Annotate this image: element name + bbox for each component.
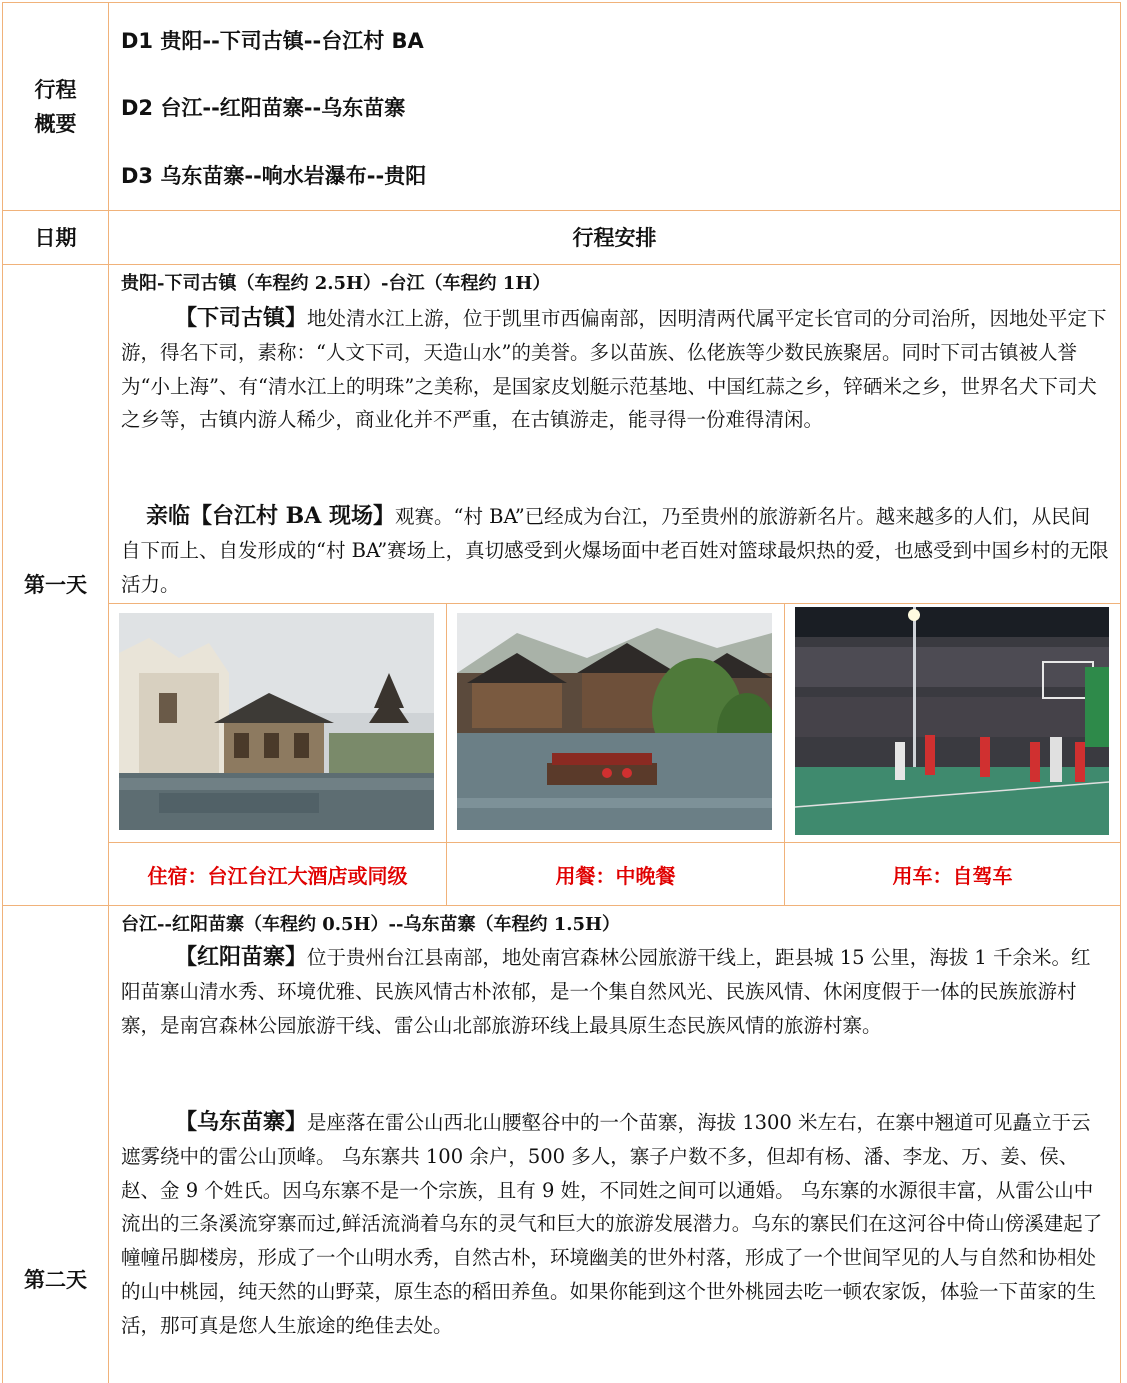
village-basketball-photo	[795, 607, 1109, 835]
day2-p1-text: 位于贵州台江县南部，地处南宫森林公园旅游干线上，距县城 15 公里，海拔 1 千余米。红阳苗寨山清水秀、环境优雅、民族风情古朴浓郁，是一个集自然风光、民族风情、休闲度假于一体的民族旅游村寨，是南宫森林公园旅游干线、雷公山北部旅游环线上最具原生态民族风情的旅游村寨。	[121, 946, 1091, 1037]
day1-route: 贵阳-下司古镇（车程约 2.5H）-台江（车程约 1H）	[121, 273, 551, 294]
day1-content-cell	[108, 264, 1121, 604]
day1-paragraph-1	[121, 302, 1109, 437]
date-header: 日期	[34, 225, 77, 250]
day2-p2-title: 【乌东苗寨】	[175, 1109, 308, 1135]
day1-paragraph-2	[121, 500, 1109, 601]
day2-paragraph-2	[121, 1106, 1109, 1343]
photo-cell-1	[108, 603, 447, 843]
day1-p1-title: 【下司古镇】	[175, 305, 308, 331]
overview-line-d2: D2 台江--红阳苗寨--乌东苗寨	[121, 96, 406, 120]
day2-label: 第二天	[24, 1267, 87, 1292]
overview-line-d1: D1 贵阳--下司古镇--台江村 BA	[121, 29, 424, 53]
day2-route: 台江--红阳苗寨（车程约 0.5H）--乌东苗寨（车程约 1.5H）	[121, 914, 621, 935]
overview-content-cell	[108, 2, 1121, 211]
day1-p2-title: 亲临【台江村 BA 现场】	[146, 503, 395, 529]
day1-p2-text: 观赛。“村 BA”已经成为台江，乃至贵州的旅游新名片。越来越多的人们，从民间自下而上、自发形成的“村 BA”赛场上，真切感受到火爆场面中老百姓对篮球最炽热的爱，也感受到中国乡村的无限活力。	[121, 505, 1109, 596]
date-header-cell	[2, 210, 109, 265]
overview-label: 行程 概要	[34, 77, 77, 136]
day2-p1-title: 【红阳苗寨】	[175, 944, 308, 970]
day1-label: 第一天	[24, 573, 87, 597]
meals-info: 用餐：中晚餐	[555, 863, 676, 888]
schedule-header: 行程安排	[572, 225, 657, 250]
overview-label-cell	[2, 2, 109, 211]
day2-paragraph-1	[121, 941, 1109, 1042]
miao-village-photo	[457, 613, 772, 830]
transport-info: 用车：自驾车	[892, 863, 1013, 888]
day2-label-cell	[2, 905, 109, 1383]
day1-p1-text: 地处清水江上游，位于凯里市西偏南部，因明清两代属平定长官司的分司治所，因地处平定下游，得名下司，素称：“人文下司，天造山水”的美誉。多以苗族、仫佬族等少数民族聚居。同时下司古镇被人誉为“小上海”、有“清水江上的明珠”之美称，是国家皮划艇示范基地、中国红蒜之乡，锌硒米之乡，世界名犬下司犬之乡等，古镇内游人稀少，商业化并不严重，在古镇游走，能寻得一份难得清闲。	[121, 307, 1107, 432]
hotel-cell	[108, 842, 447, 906]
photo-cell-3	[784, 603, 1121, 843]
day2-p2-text: 是座落在雷公山西北山腰壑谷中的一个苗寨，海拔 1300 米左右，在寨中翘道可见矗立于云遮雾绕中的雷公山顶峰。 乌东寨共 100 余户，500 多人，寨子户数不多，但却有杨、潘、李龙、万、姜、侯、赵、金 9 个姓氏。因乌东寨不是一个宗族，且有 9 姓，不同姓之间可以通婚。 乌东寨的水源很丰富，从雷公山中流出的三条溪流穿寨而过,鲜活流淌着乌东的灵气和巨大的旅游发展潜力。乌东的寨民们在这河谷中倚山傍溪建起了幢幢吊脚楼房，形成了一个山明水秀，自然古朴，环境幽美的世外村落，形成了一个世间罕见的人与自然和协相处的山中桃园，纯天然的山野菜，原生态的稻田养鱼。如果你能到这个世外桃园去吃一顿农家饭，体验一下苗家的生活，那可真是您人生旅途的绝佳去处。	[121, 1111, 1103, 1337]
hotel-info: 住宿：台江台江大酒店或同级	[147, 863, 408, 888]
schedule-header-cell	[108, 210, 1121, 265]
transport-cell	[784, 842, 1121, 906]
overview-line-d3: D3 乌东苗寨--响水岩瀑布--贵阳	[121, 164, 427, 188]
meals-cell	[446, 842, 785, 906]
day2-content-cell	[108, 905, 1121, 1383]
xiasi-town-photo	[119, 613, 434, 830]
photo-cell-2	[446, 603, 785, 843]
day1-label-cell	[2, 264, 109, 906]
